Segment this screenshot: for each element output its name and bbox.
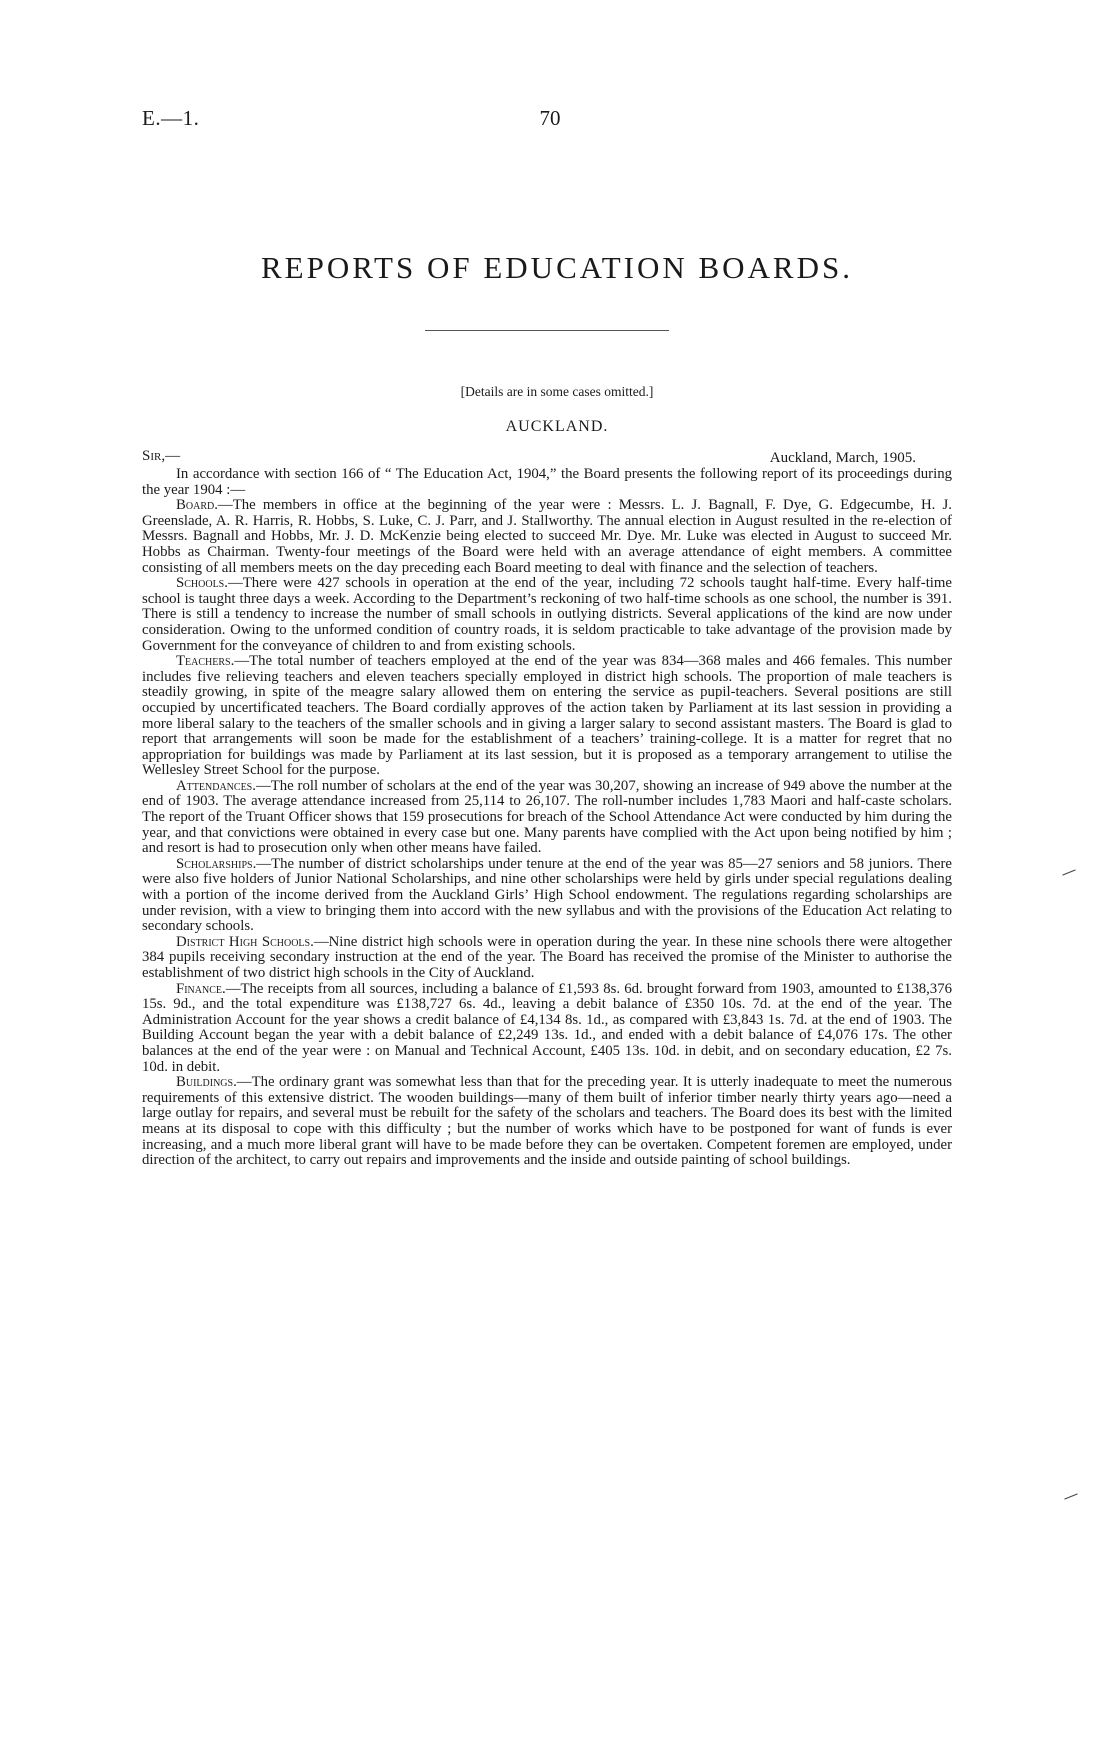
paragraph-text: —The ordinary grant was somewhat less than that for the preceding year. It is utterly inadequate to meet the numerous requirements of this extensive district. The wooden buildings—many of them built of inferior timber nearly thirty years ago—need a large outlay for repairs, and several must be rebuilt for the safety of the scholars and teachers. The Board does its best with the limited means at its disposal to cope with this difficulty ; but the number of works which have to be postponed for want of funds is ever increasing, and a much more liberal grant will have to be made before they can be overtaken. Competent foremen are employed, under direction of the architect, to carry out repairs and improvements and the inside and outside painting of school buildings. [142,1074,952,1169]
paragraph-heading: Attendances. [176,777,256,794]
paragraph-district-high-schools [142,935,952,982]
paragraph-scholarships [142,857,952,935]
page-number: 70 [539,106,561,130]
paragraph-text: —The number of district scholarships under tenure at the end of the year was 85—27 seniors and 58 juniors. There were also five holders of Junior National Scholarships, and nine other scholarships were held by girls under special regulations dealing with a portion of the income derived from the Auckland Girls’ High School endowment. The regulations regarding scholarships are under revision, with a view to bringing them into accord with the new syllabus and with the provisions of the Education Act relating to secondary schools. [142,855,952,935]
paragraph-text: —The total number of teachers employed at the end of the year was 834—368 males and 466 females. This number includes five relieving teachers and eleven teachers specially employed in district high schools. The proportion of male teachers is steadily growing, in spite of the meagre salary allowed them on entering the service as pupil-teachers. Several positions are still occupied by uncertificated teachers. The Board cordially approves of the action taken by Parliament at its last session in providing a more liberal salary to the teachers of the smaller schools and in giving a larger salary to second assistant masters. The Board is glad to report that arrangements will soon be made for the establishment of a teachers’ training-college. It is a matter for regret that no appropriation for buildings was made by Parliament at its last session, but it is proposed as a temporary arrangement to utilise the Wellesley Street School for the purpose. [142,653,952,779]
paragraph-attendances [142,779,952,857]
paragraph-teachers [142,654,952,779]
title-divider [425,330,669,331]
paragraph-text: —There were 427 schools in operation at the end of the year, including 72 schools taught half-time. Every half-time school is taught three days a week. According to the Department’s reckoning of two half-time schools as one school, the number is 391. There is still a tendency to increase the number of small schools in outlying districts. Several applications of the kind are now under consideration. Owing to the unformed condition of country roads, it is seldom practicable to take advantage of the provision made by Government for the conveyance of children to and from existing schools. [142,575,952,654]
paragraph-text: In accordance with section 166 of “ The Education Act, 1904,” the Board presents the following report of its proceedings during the year 1904 :— [142,466,952,498]
salutation: Sir,— [142,448,181,464]
paragraph-heading: District High Schools. [176,933,314,950]
report-body [142,467,952,1169]
paragraph-buildings [142,1075,952,1169]
paragraph-heading: Schools. [176,575,228,592]
paragraph-text: —The members in office at the beginning of the year were : Messrs. L. J. Bagnall, F. Dye, G. Edgecumbe, H. J. Greenslade, A. R. Harris, R. Hobbs, S. Luke, C. J. Parr, and J. Stallworthy. The annual election in August resulted in the re-election of Messrs. Bagnall and Hobbs, Mr. J. D. McKenzie being elected to succeed Mr. Dye. Mr. Luke was elected in August to succeed Mr. Hobbs as Chairman. Twenty-four meetings of the Board were held with an average attendance of eight members. A committee consisting of all members meets on the day preceding each Board meeting to deal with finance and the selection of teachers. [142,497,952,576]
paragraph-heading: Board. [176,497,218,514]
paragraph-heading: Buildings. [176,1074,237,1091]
paragraph-schools [142,576,952,654]
paragraph-text: —The roll number of scholars at the end of the year was 30,207, showing an increase of 949 above the number at the end of 1903. The average attendance increased from 25,114 to 26,107. The roll-number includes 1,783 Maori and half-caste scholars. The report of the Truant Officer shows that 159 prosecutions for breach of the School Attendance Act were conducted by him during the year, and that convictions were obtained in every case but one. Many parents have complied with the Act upon being notified by him ; and resort is had to prosecution only when other means have failed. [142,777,952,857]
section-heading: AUCKLAND. [505,418,609,435]
paragraph-board [142,498,952,576]
document-identifier: E.—1. [142,106,200,130]
paragraph-intro [142,467,952,498]
page-title: REPORTS OF EDUCATION BOARDS. [261,250,853,285]
margin-tick-mark [1062,869,1075,875]
paragraph-heading: Scholarships. [176,855,257,872]
margin-tick-mark [1064,1493,1077,1499]
paragraph-text: —Nine district high schools were in operation during the year. In these nine schools there were altogether 384 pupils receiving secondary instruction at the end of the year. The Board has received the promise of the Minister to authorise the establishment of two district high schools in the City of Auckland. [142,933,952,981]
paragraph-heading: Teachers. [176,653,235,670]
place-date: Auckland, March, 1905. [769,450,916,466]
details-note: [Details are in some cases omitted.] [460,384,654,399]
paragraph-text: —The receipts from all sources, including a balance of £1,593 8s. 6d. brought forward from 1903, amounted to £138,376 15s. 9d., and the total expenditure was £138,727 6s. 4d., leaving a debit balance of £350 10s. 7d. at the end of the year. The Administration Account for the year shows a credit balance of £4,134 8s. 1d., as compared with £3,843 1s. 7d. at the end of 1903. The Building Account began the year with a debit balance of £2,249 13s. 1d., and ended with a debit balance of £4,076 17s. The other balances at the end of the year were : on Manual and Technical Account, £405 13s. 10d. in debit, and on secondary education, £2 7s. 10d. in debit. [142,980,952,1075]
paragraph-heading: Finance. [176,980,226,997]
paragraph-finance [142,982,952,1076]
